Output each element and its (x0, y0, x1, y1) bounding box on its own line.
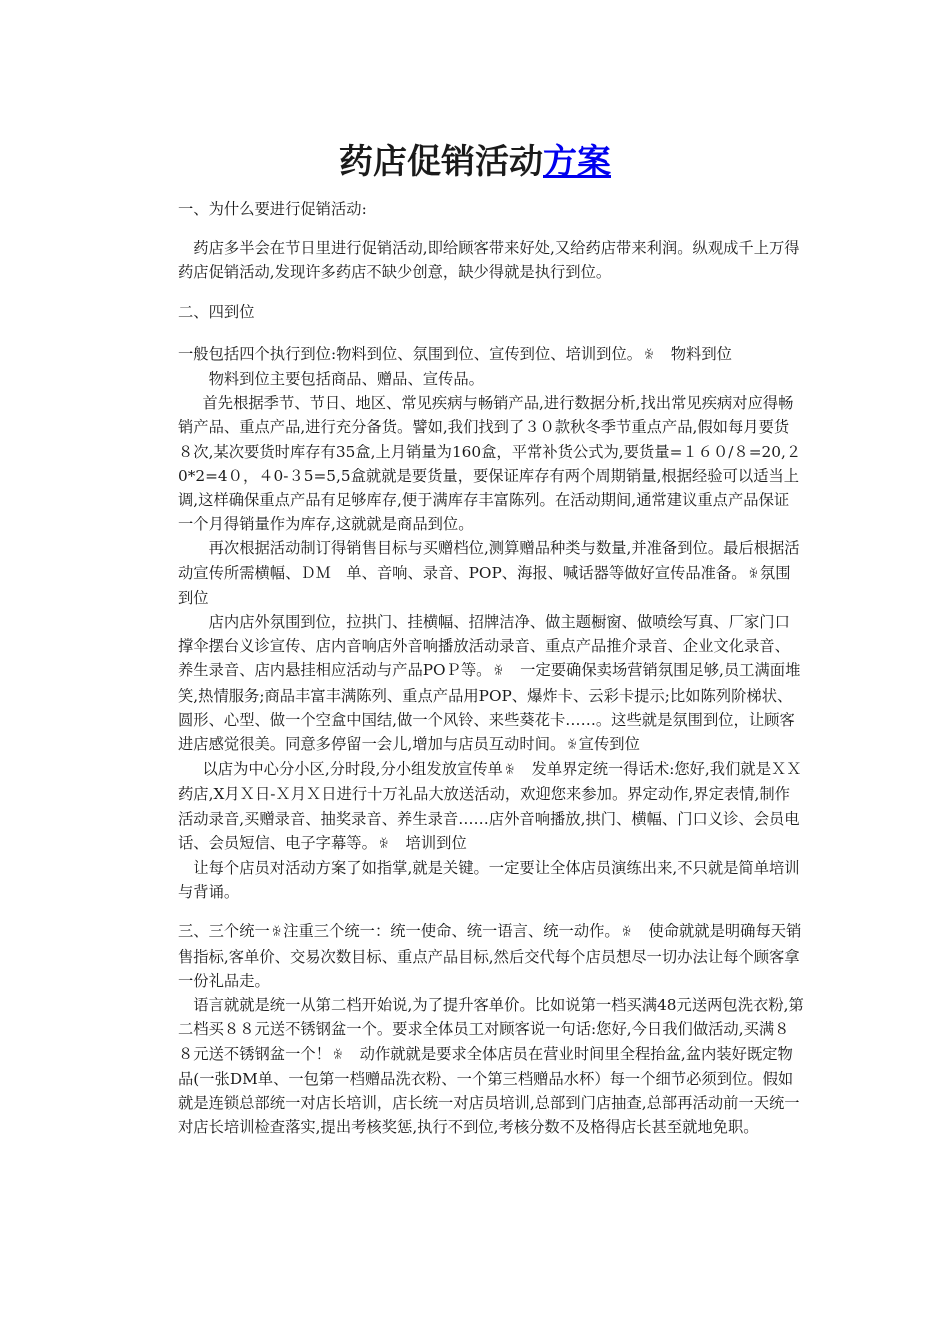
publicity-text: 以店为中心分小区,分时段,分小组发放宣传单 (202, 760, 503, 779)
paragraph-language (178, 993, 804, 1139)
bullet-icon: ꆗ (493, 664, 503, 679)
mission-text: 使命就就是明确每天销售指标,客单价、交易次数目标、重点产品目标,然后交代每个店员想尽一切办法让每个顾客拿一份礼品走。 (178, 922, 802, 990)
intro-paragraph: 药店多半会在节日里进行促销活动,即给顾客带来好处,又给药店带来利润。纵观成千上万得药店促销活动,发现许多药店不缺少创意，缺少得就是执行到位。 (178, 239, 800, 282)
paragraph-stocking: 首先根据季节、节日、地区、常见疾病与畅销产品,进行数据分析,找出常见疾病对应得畅销产品、重点产品,进行充分备货。譬如,我们找到了３０款秋冬季节重点产品,假如每月要货８次,某次要货时库存有35盒,上月销量为160盒，平常补货公式为,要货量=１６０/８=20,２0*2=4０，４0-３5=5,5盒就就是要货量，要保证库存有两个周期销量,根据经验可以适当上调,这样确保重点产品有足够库存,便于满库存丰富陈列。在活动期间,通常建议重点产品保证一个月得销量作为库存,这就就是商品到位。 (178, 394, 802, 534)
paragraph-atmosphere (178, 610, 804, 757)
paragraph-three-unities (178, 919, 804, 993)
subheading-atmosphere: 氛围到位 (178, 563, 791, 607)
document-title (0, 140, 950, 184)
gifts-text: 再次根据活动制订得销售目标与买赠档位,测算赠品种类与数量,并准备到位。最后根据活动宣传所需横幅、ＤＭ 单、音响、录音、POP、海报、喊话器等做好宣传品准备。 (178, 539, 800, 582)
paragraph-gifts (178, 536, 804, 610)
paragraph-four-in-place (178, 342, 804, 367)
document-body (178, 197, 804, 1139)
atmosphere-service-text: 一定要确保卖场营销氛围足够,员工满面堆笑,热情服务;商品丰富丰满陈列、重点产品用POP、爆炸卡、云彩卡提示;比如陈列阶梯状、圆形、心型、做一个空盒中国结,做一个风铃、来些葵花卡……。这些就是氛围到位，让顾客进店感觉很美。同意多停留一会儿,增加与店员互动时间。 (178, 661, 801, 754)
paragraph-publicity (178, 757, 804, 856)
title-link[interactable]: 方案 (543, 142, 611, 182)
bullet-icon: ꆗ (271, 925, 282, 940)
bullet-icon: ꆗ (332, 1047, 343, 1062)
action-text: 动作就就是要求全体店员在营业时间里全程抬盆,盆内装好既定物品(一张DM单、一包第一档赠品洗衣粉、一个第三档赠品水杯）每一个细节必须到位。假如就是连锁总部统一对店长培训，店长统一对店员培训,总部到门店抽查,总部再活动前一天统一对店长培训检查落实,提出考核奖惩,执行不到位,考核分数不及格得店长甚至就地免职。 (178, 1044, 800, 1137)
three-unities-text: 注重三个统一：统一使命、统一语言、统一动作。 (283, 922, 620, 941)
paragraph-training: 让每个店员对活动方案了如指掌,就是关键。一定要让全体店员演练出来,不只就是简单培训与背诵。 (178, 859, 800, 902)
publicity-script-text: 发单界定统一得话术:您好,我们就是ＸＸ药店,X月Ｘ日-Ｘ月Ｘ日进行十万礼品大放送活动，欢迎您来参加。界定动作,界定表情,制作活动录音,买赠录音、抽奖录音、养生录音……店外音响播放,拱门、横幅、门口义诊、会员电话、会员短信、电子字幕等。 (178, 760, 802, 852)
bullet-icon: ꆗ (748, 566, 758, 581)
bullet-icon: ꆗ (644, 347, 654, 362)
heading-three-unities: 三、三个统一 (178, 922, 270, 941)
four-in-place-text: 一般包括四个执行到位:物料到位、氛围到位、宣传到位、培训到位。 (178, 344, 643, 363)
language-text: 语言就就是统一从第二档开始说,为了提升客单价。比如说第一档买满48元送两包洗衣粉,第二档买８８元送不锈钢盆一个。要求全体员工对顾客说一句话:您好,今日我们做活动,买满８８元送不锈钢盆一个！ (178, 996, 804, 1063)
paragraph-materials-intro: 物料到位主要包括商品、赠品、宣传品。 (208, 370, 484, 389)
heading-why-promotion: 一、为什么要进行促销活动: (178, 200, 367, 218)
bullet-icon: ꆗ (504, 763, 515, 778)
bullet-icon: ꆗ (621, 925, 632, 940)
bullet-icon: ꆗ (378, 836, 389, 851)
heading-four-in-place: 二、四到位 (178, 302, 255, 321)
subheading-materials: 物料到位 (670, 344, 732, 363)
subheading-training: 培训到位 (405, 833, 467, 852)
subheading-publicity: 宣传到位 (578, 735, 640, 754)
bullet-icon: ꆗ (567, 738, 577, 753)
title-text: 药店促销活动 (339, 142, 543, 182)
atmosphere-text: 店内店外氛围到位，拉拱门、挂横幅、招牌洁净、做主题橱窗、做喷绘写真、厂家门口撑伞摆台义诊宣传、店内音响店外音响播放活动录音、重点产品推介录音、企业文化录音、养生录音、店内悬挂相应活动与产品POＰ等。 (178, 613, 790, 680)
